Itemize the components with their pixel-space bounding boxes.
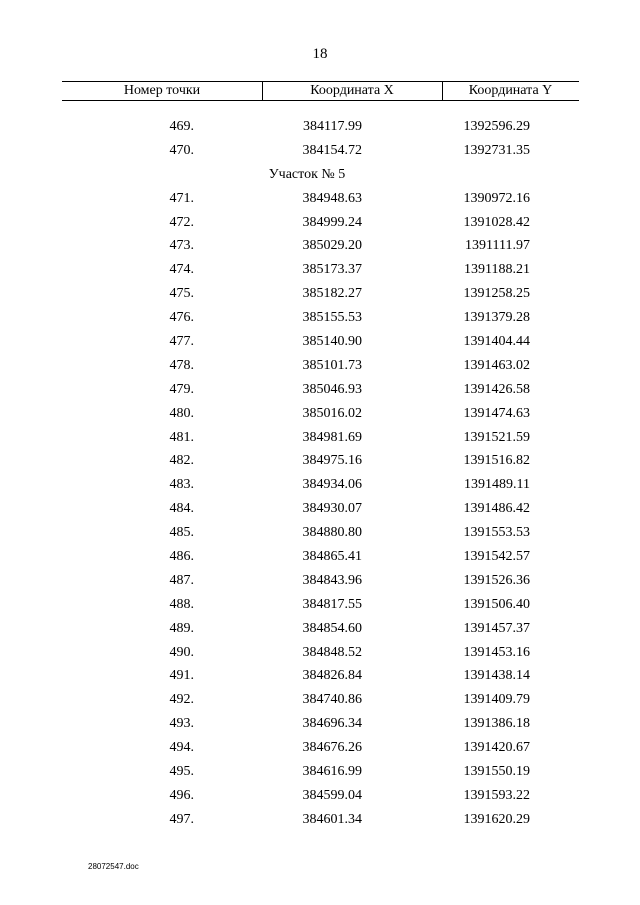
coordinate-x-cell: 385155.53 [302, 310, 362, 326]
point-number-cell: 480. [169, 405, 194, 421]
header-coordinate-x: Координата X [310, 83, 394, 98]
coordinate-x-cell: 384740.86 [302, 692, 362, 708]
coordinate-y-cell: 1392596.29 [463, 119, 530, 134]
point-number-cell: 473. [169, 238, 194, 254]
coordinate-y-cell: 1391386.18 [463, 716, 530, 732]
coordinate-y-cell: 1391489.11 [464, 477, 530, 493]
table-row [62, 187, 579, 211]
point-number-cell: 491. [169, 668, 194, 684]
page-number: 18 [312, 46, 328, 62]
coordinate-y-cell: 1391474.63 [463, 405, 530, 421]
table-row [62, 426, 579, 450]
table-row [62, 808, 579, 832]
coordinate-y-cell: 1391409.79 [463, 692, 530, 708]
coordinate-x-cell: 385029.20 [302, 238, 362, 254]
coordinate-x-cell: 384934.06 [302, 477, 362, 493]
table-row [62, 234, 579, 258]
table-row [62, 736, 579, 760]
point-number-cell: 490. [169, 644, 194, 660]
table-row [62, 545, 579, 569]
coordinate-y-cell: 1391593.22 [463, 787, 530, 803]
table-row [62, 330, 579, 354]
table-row [62, 688, 579, 712]
coordinate-x-cell: 384975.16 [302, 453, 362, 469]
table-row [62, 521, 579, 545]
table-row [62, 449, 579, 473]
table-row [62, 258, 579, 282]
coordinate-x-cell: 384865.41 [302, 549, 362, 565]
table-header-bottom-rule [62, 100, 579, 101]
table-row [62, 593, 579, 617]
coordinate-y-cell: 1391521.59 [463, 429, 530, 445]
table-row [62, 211, 579, 235]
coordinate-x-cell: 385140.90 [302, 334, 362, 350]
point-number-cell: 493. [169, 716, 194, 732]
coordinates-table-body [62, 115, 579, 832]
table-row [62, 473, 579, 497]
header-coordinate-y: Координата Y [468, 83, 553, 98]
coordinate-y-cell: 1391404.44 [463, 334, 530, 350]
coordinate-y-cell: 1391111.97 [465, 238, 530, 254]
table-row [62, 760, 579, 784]
coordinate-y-cell: 1391506.40 [463, 596, 530, 612]
coordinate-y-cell: 1391258.25 [463, 286, 530, 302]
point-number-cell: 478. [169, 357, 194, 373]
point-number-cell: 486. [169, 549, 194, 565]
point-number-cell: 469. [169, 119, 194, 134]
point-number-cell: 474. [169, 262, 194, 278]
coordinate-x-cell: 384154.72 [302, 142, 362, 158]
table-row [62, 378, 579, 402]
coordinate-y-cell: 1391028.42 [463, 214, 530, 230]
coordinate-x-cell: 385016.02 [302, 405, 362, 421]
point-number-cell: 471. [169, 190, 194, 206]
coordinate-x-cell: 384817.55 [302, 596, 362, 612]
table-row [62, 569, 579, 593]
coordinate-x-cell: 384999.24 [302, 214, 362, 230]
coordinate-y-cell: 1391438.14 [463, 668, 530, 684]
coordinate-x-cell: 384948.63 [302, 190, 362, 206]
coordinate-y-cell: 1392731.35 [463, 142, 530, 158]
table-row [62, 712, 579, 736]
coordinate-y-cell: 1391426.58 [463, 381, 530, 397]
coordinate-y-cell: 1391516.82 [463, 453, 530, 469]
section-heading: Участок № 5 [268, 166, 346, 182]
point-number-cell: 477. [169, 334, 194, 350]
coordinate-y-cell: 1391486.42 [463, 501, 530, 517]
point-number-cell: 476. [169, 310, 194, 326]
coordinate-x-cell: 384616.99 [302, 764, 362, 780]
table-row [62, 784, 579, 808]
coordinate-x-cell: 384981.69 [302, 429, 362, 445]
coordinate-y-cell: 1390972.16 [463, 190, 530, 206]
coordinate-x-cell: 385182.27 [302, 286, 362, 302]
header-point-number: Номер точки [123, 83, 201, 98]
point-number-cell: 485. [169, 525, 194, 541]
coordinate-x-cell: 384117.99 [303, 119, 362, 134]
point-number-cell: 484. [169, 501, 194, 517]
point-number-cell: 489. [169, 620, 194, 636]
coordinate-x-cell: 384696.34 [302, 716, 362, 732]
point-number-cell: 479. [169, 381, 194, 397]
coordinate-x-cell: 385173.37 [302, 262, 362, 278]
coordinate-x-cell: 384599.04 [302, 787, 362, 803]
point-number-cell: 472. [169, 214, 194, 230]
table-row [62, 664, 579, 688]
coordinate-x-cell: 384826.84 [302, 668, 362, 684]
point-number-cell: 481. [169, 429, 194, 445]
coordinate-x-cell: 385101.73 [302, 357, 362, 373]
table-row [62, 282, 579, 306]
coordinate-y-cell: 1391550.19 [463, 764, 530, 780]
coordinate-y-cell: 1391420.67 [463, 740, 530, 756]
table-row [62, 139, 579, 163]
point-number-cell: 475. [169, 286, 194, 302]
coordinate-x-cell: 384854.60 [302, 620, 362, 636]
point-number-cell: 496. [169, 787, 194, 803]
coordinate-x-cell: 384848.52 [302, 644, 362, 660]
point-number-cell: 482. [169, 453, 194, 469]
point-number-cell: 488. [169, 596, 194, 612]
table-row [62, 402, 579, 426]
point-number-cell: 483. [169, 477, 194, 493]
coordinate-y-cell: 1391620.29 [463, 811, 530, 827]
coordinate-x-cell: 384930.07 [302, 501, 362, 517]
coordinate-y-cell: 1391463.02 [463, 357, 530, 373]
point-number-cell: 487. [169, 572, 194, 588]
coordinate-y-cell: 1391453.16 [463, 644, 530, 660]
coordinate-x-cell: 384880.80 [302, 525, 362, 541]
table-row [62, 354, 579, 378]
table-row [62, 617, 579, 641]
point-number-cell: 470. [169, 142, 194, 158]
coordinate-x-cell: 384601.34 [302, 811, 362, 827]
coordinate-y-cell: 1391553.53 [463, 525, 530, 541]
table-header [62, 82, 579, 100]
table-row [62, 641, 579, 665]
footer-document-id: 28072547.doc [88, 862, 139, 871]
coordinate-x-cell: 385046.93 [302, 381, 362, 397]
coordinate-y-cell: 1391457.37 [463, 620, 530, 636]
coordinate-x-cell: 384843.96 [302, 572, 362, 588]
table-row [62, 497, 579, 521]
point-number-cell: 497. [169, 811, 194, 827]
point-number-cell: 495. [169, 764, 194, 780]
coordinate-y-cell: 1391188.21 [464, 262, 530, 278]
coordinate-y-cell: 1391542.57 [463, 549, 530, 565]
point-number-cell: 494. [169, 740, 194, 756]
coordinate-x-cell: 384676.26 [302, 740, 362, 756]
coordinate-y-cell: 1391526.36 [463, 572, 530, 588]
point-number-cell: 492. [169, 692, 194, 708]
coordinate-y-cell: 1391379.28 [463, 310, 530, 326]
table-row [62, 115, 579, 139]
table-row [62, 306, 579, 330]
